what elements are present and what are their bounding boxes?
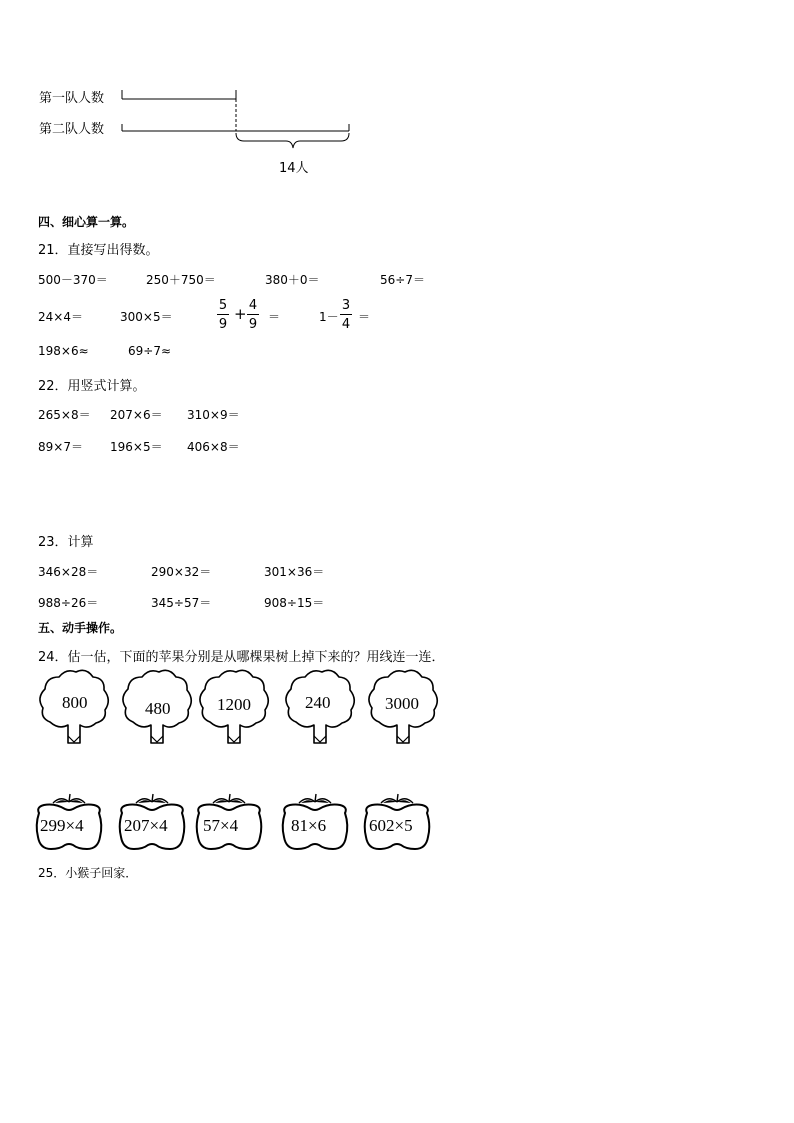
q23-item: 345÷57＝ — [151, 596, 212, 610]
q22-title: 22．用竖式计算。 — [38, 379, 146, 394]
q23-title: 23．计算 — [38, 535, 94, 550]
brace-label: 14人 — [279, 161, 309, 176]
tree-label: 3000 — [385, 694, 419, 713]
q21-item: 56÷7＝ — [380, 273, 425, 287]
q21-title: 21．直接写出得数。 — [38, 243, 159, 258]
apple-label: 57×4 — [203, 816, 239, 835]
apple-label: 299×4 — [40, 816, 84, 835]
tree-label: 1200 — [217, 695, 251, 714]
q21-item: 250＋750＝ — [146, 273, 216, 287]
section4-title: 四、细心算一算。 — [38, 215, 135, 229]
tree-label: 800 — [62, 693, 88, 712]
equals-sign: ＝ — [358, 310, 371, 324]
plus-sign: + — [234, 305, 247, 323]
q22-item: 207×6＝ — [110, 408, 163, 422]
fraction-numerator: 3 — [341, 298, 351, 313]
fraction-denominator: 9 — [248, 317, 258, 332]
q25-title: 25．小猴子回家． — [38, 866, 138, 880]
q23-item: 908÷15＝ — [264, 596, 325, 610]
fraction-numerator: 5 — [218, 298, 228, 313]
q22-item: 196×5＝ — [110, 440, 163, 454]
q21-item: 380＋0＝ — [265, 273, 320, 287]
q21-item: 500－370＝ — [38, 273, 108, 287]
q23-item: 290×32＝ — [151, 565, 212, 579]
team2-label: 第二队人数 — [39, 122, 105, 137]
q22-item: 265×8＝ — [38, 408, 91, 422]
q21-item: 24×4＝ — [38, 310, 83, 324]
fraction-denominator: 9 — [218, 317, 228, 332]
q21-item: 300×5＝ — [120, 310, 173, 324]
fraction-numerator: 4 — [248, 298, 258, 313]
apple-label: 207×4 — [124, 816, 168, 835]
section5-title: 五、动手操作。 — [38, 621, 123, 635]
one-minus: 1－ — [319, 310, 339, 324]
q24-title: 24．估一估，下面的苹果分别是从哪棵果树上掉下来的？用线连一连． — [38, 650, 445, 665]
q21-item: 69÷7≈ — [128, 344, 172, 358]
team1-label: 第一队人数 — [39, 91, 105, 106]
q21-item: 198×6≈ — [38, 344, 89, 358]
q23-item: 988÷26＝ — [38, 596, 99, 610]
q22-item: 310×9＝ — [187, 408, 240, 422]
equals-sign: ＝ — [268, 310, 281, 324]
apple-label: 602×5 — [369, 816, 413, 835]
tree-label: 240 — [305, 693, 331, 712]
q23-item: 301×36＝ — [264, 565, 325, 579]
fraction-denominator: 4 — [341, 317, 351, 332]
q22-item: 89×7＝ — [38, 440, 83, 454]
tree-label: 480 — [145, 699, 171, 718]
q23-item: 346×28＝ — [38, 565, 99, 579]
apple-label: 81×6 — [291, 816, 327, 835]
q22-item: 406×8＝ — [187, 440, 240, 454]
